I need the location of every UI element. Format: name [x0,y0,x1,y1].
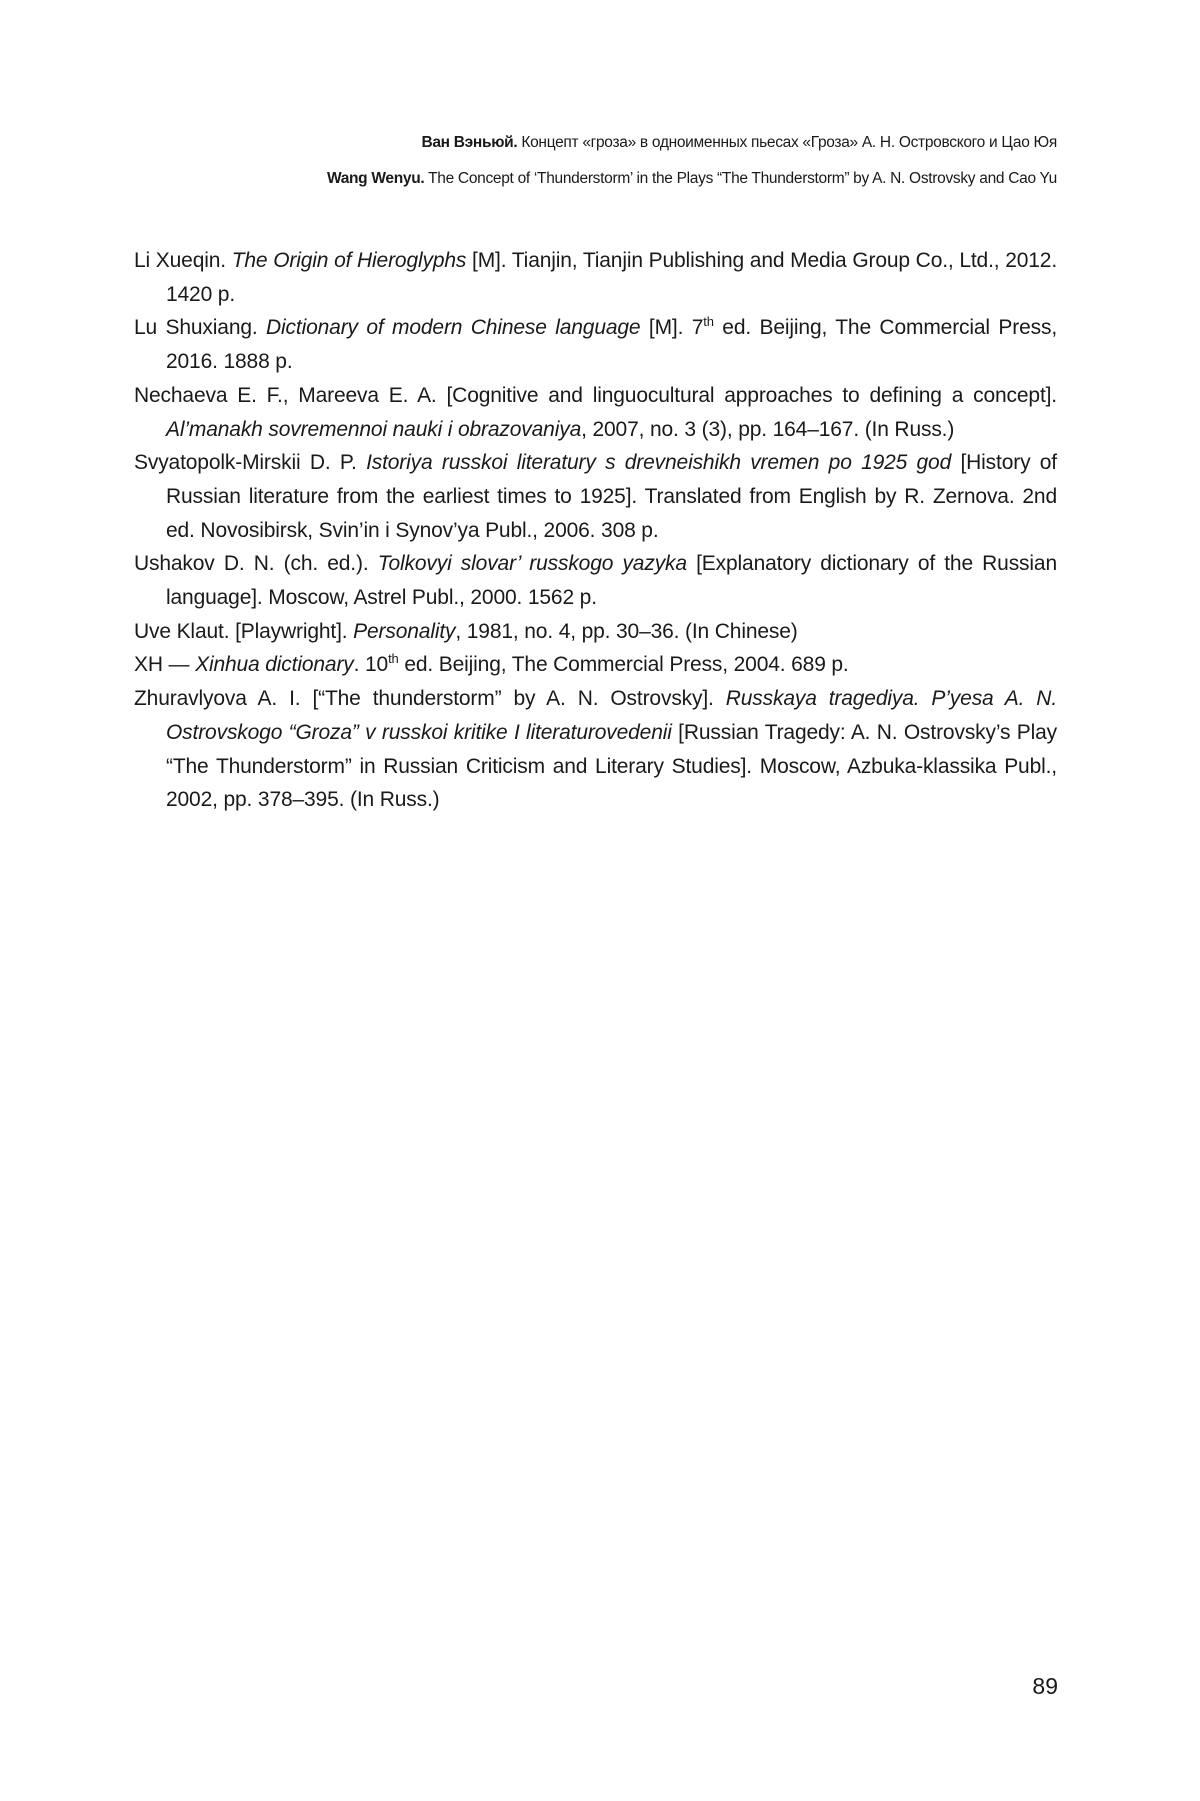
reference-zhuravlyova [134,682,1057,817]
ref-text: Svyatopolk-Mirskii D. P. [134,451,367,475]
ref-text: Nechaeva E. F., Mareeva E. A. [Cognitive and linguocultural approaches to defining a concept]. [134,383,1057,407]
ref-text: , 1981, no. 4, pp. 30–36. (In Chinese) [455,619,798,643]
ref-text: [Explanatory dictionary of the Russian language]. Moscow, Astrel Publ., 2000. 1562 p. [166,552,1057,610]
running-header-english [327,161,1057,197]
reference-xh [134,648,1057,682]
ref-text: ed. Beijing, The Commercial Press, 2004. 689 p. [398,653,849,677]
reference-lu-shuxiang [134,311,1057,378]
ref-text: [History of Russian literature from the earliest times to 1925]. Translated from English by R. Zernova. 2nd ed. Novosibirsk, Svin’in i Synov’ya Publ., 2006. 308 p. [166,451,1057,542]
reference-uve-klaut [134,615,1057,649]
reference-ushakov [134,547,1057,614]
russian-author: Ван Вэньюй. [421,134,518,151]
ref-text: [M]. Tianjin, Tianjin Publishing and Media Group Co., Ltd., 2012. 1420 p. [166,249,1057,306]
ref-title-italic: Al’manakh sovremennoi nauki i obrazovaniya [166,417,582,441]
ref-text: [M]. 7 [640,316,704,340]
ref-text: XH — [134,653,196,677]
ordinal-superscript: th [388,651,399,667]
page-number: 89 [1032,1673,1058,1699]
ref-text: ed. Beijing, The Commercial Press, 2016. 1888 p. [166,316,1058,374]
ref-title-italic: The Origin of Hieroglyphs [231,249,467,272]
running-header [327,125,1057,197]
ref-text: Zhuravlyova A. I. [“The thunderstorm” by A. N. Ostrovsky]. [134,687,726,711]
ref-text: [Russian Tragedy: A. N. Ostrovsky’s Play “The Thunderstorm” in Russian Criticism and Literary Studies]. Moscow, Azbuka-klassika Publ., 2002, pp. 378–395. (In Russ.) [166,720,1058,812]
ref-title-italic: Russkaya tragediya. P’yesa A. N. Ostrovskogo “Groza” v russkoi kritike I literaturovedenii [166,687,1058,744]
ref-text: Lu Shuxiang. [134,316,267,340]
ordinal-superscript: th [703,314,714,330]
ref-title-italic: Dictionary of modern Chinese language [266,316,641,340]
reference-list [134,244,1057,817]
ref-text: Uve Klaut. [Playwright]. [134,619,354,643]
ref-title-italic: Personality [353,619,456,643]
ref-text: . 10 [353,653,389,677]
ref-text: , 2007, no. 3 (3), pp. 164–167. (In Russ.) [581,417,955,441]
english-title: The Concept of ‘Thunderstorm’ in the Plays “The Thunderstorm” by A. N. Ostrovsky and Cao Yu [424,170,1057,187]
ref-title-italic: Xinhua dictionary [195,653,354,677]
ref-text: Ushakov D. N. (ch. ed.). [134,552,378,576]
reference-li-xueqin [134,244,1057,311]
ref-title-italic: Tolkovyi slovar’ russkogo yazyka [377,552,687,576]
english-author: Wang Wenyu. [326,170,425,187]
reference-svyatopolk-mirskii [134,446,1057,547]
ref-text: Li Xueqin. [134,249,232,272]
ref-title-italic: Istoriya russkoi literatury s drevneishikh vremen po 1925 god [366,451,952,475]
reference-nechaeva [134,379,1057,446]
russian-title: Концепт «гроза» в одноименных пьесах «Гроза» А. Н. Островского и Цао Юя [517,134,1057,151]
running-header-russian [327,125,1057,161]
